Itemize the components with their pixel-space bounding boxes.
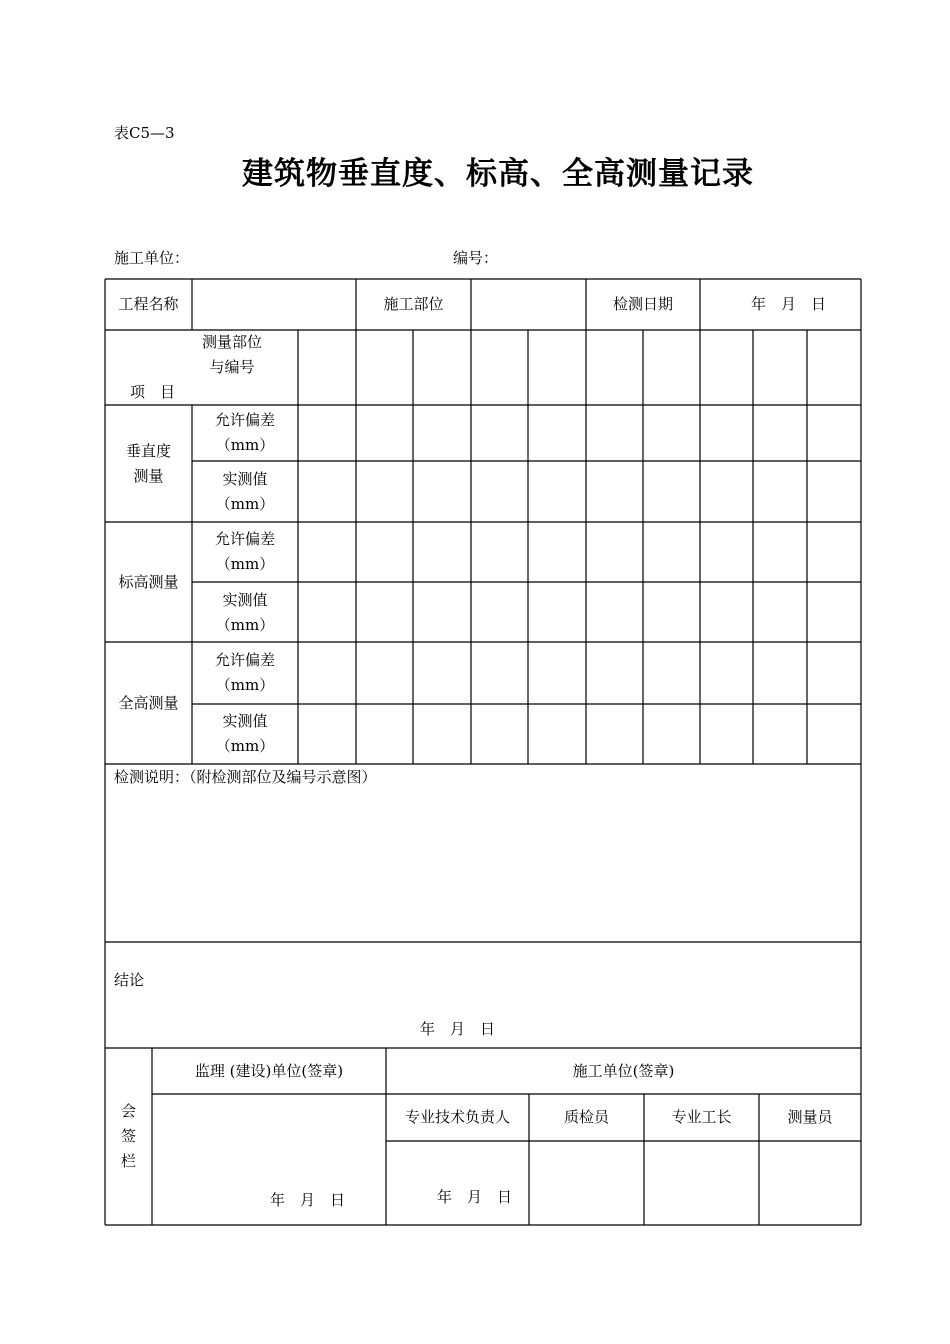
unit-label: （mm） <box>215 495 275 513</box>
section-verticality-line1: 垂直度 <box>125 442 171 460</box>
notes-label: 检测说明：（附检测部位及编号示意图） <box>114 768 377 786</box>
allowed-deviation-label: 允许偏差 <box>214 411 275 429</box>
supervision-date: 年 月 日 <box>270 1191 346 1209</box>
section-verticality-line2: 测量 <box>133 467 164 485</box>
construction-part-label: 施工部位 <box>383 295 444 313</box>
check-date-value[interactable]: 年 月 日 <box>750 295 826 313</box>
unit-label: （mm） <box>215 737 275 755</box>
construction-date: 年 月 日 <box>437 1188 513 1206</box>
section-elevation-label: 标高测量 <box>118 573 179 591</box>
measured-value-label: 实测值 <box>222 712 268 730</box>
signoff-side-label-3: 栏 <box>120 1152 136 1170</box>
measured-value-label: 实测值 <box>222 591 268 609</box>
conclusion-label: 结论 <box>114 971 145 989</box>
serial-number-label: 编号： <box>453 249 499 267</box>
role-foreman: 专业工长 <box>671 1108 732 1126</box>
unit-label: （mm） <box>215 676 275 694</box>
unit-label: （mm） <box>215 436 275 454</box>
form-code: 表C5—3 <box>114 124 175 142</box>
signoff-side-label-2: 签 <box>120 1127 136 1145</box>
role-quality-inspector: 质检员 <box>563 1108 609 1126</box>
construction-unit-label: 施工单位： <box>114 249 190 267</box>
page-title: 建筑物垂直度、标高、全高测量记录 <box>242 156 754 192</box>
section-total-height-label: 全高测量 <box>118 694 179 712</box>
allowed-deviation-label: 允许偏差 <box>214 651 275 669</box>
check-date-label: 检测日期 <box>612 295 673 313</box>
supervision-unit-label: 监理 (建设)单位(签章) <box>194 1062 344 1080</box>
role-technical-lead: 专业技术负责人 <box>404 1108 510 1126</box>
measured-value-label: 实测值 <box>222 470 268 488</box>
construction-unit-signoff-label: 施工单位(签章) <box>572 1062 675 1080</box>
role-surveyor: 测量员 <box>787 1108 833 1126</box>
header-position-line1: 测量部位 <box>201 333 262 351</box>
unit-label: （mm） <box>215 555 275 573</box>
signoff-side-label-1: 会 <box>120 1102 136 1120</box>
conclusion-date: 年 月 日 <box>420 1020 496 1038</box>
unit-label: （mm） <box>215 616 275 634</box>
project-name-label: 工程名称 <box>118 295 179 313</box>
allowed-deviation-label: 允许偏差 <box>214 530 275 548</box>
header-item-label: 项 目 <box>130 383 176 401</box>
header-position-line2: 与编号 <box>209 358 255 376</box>
